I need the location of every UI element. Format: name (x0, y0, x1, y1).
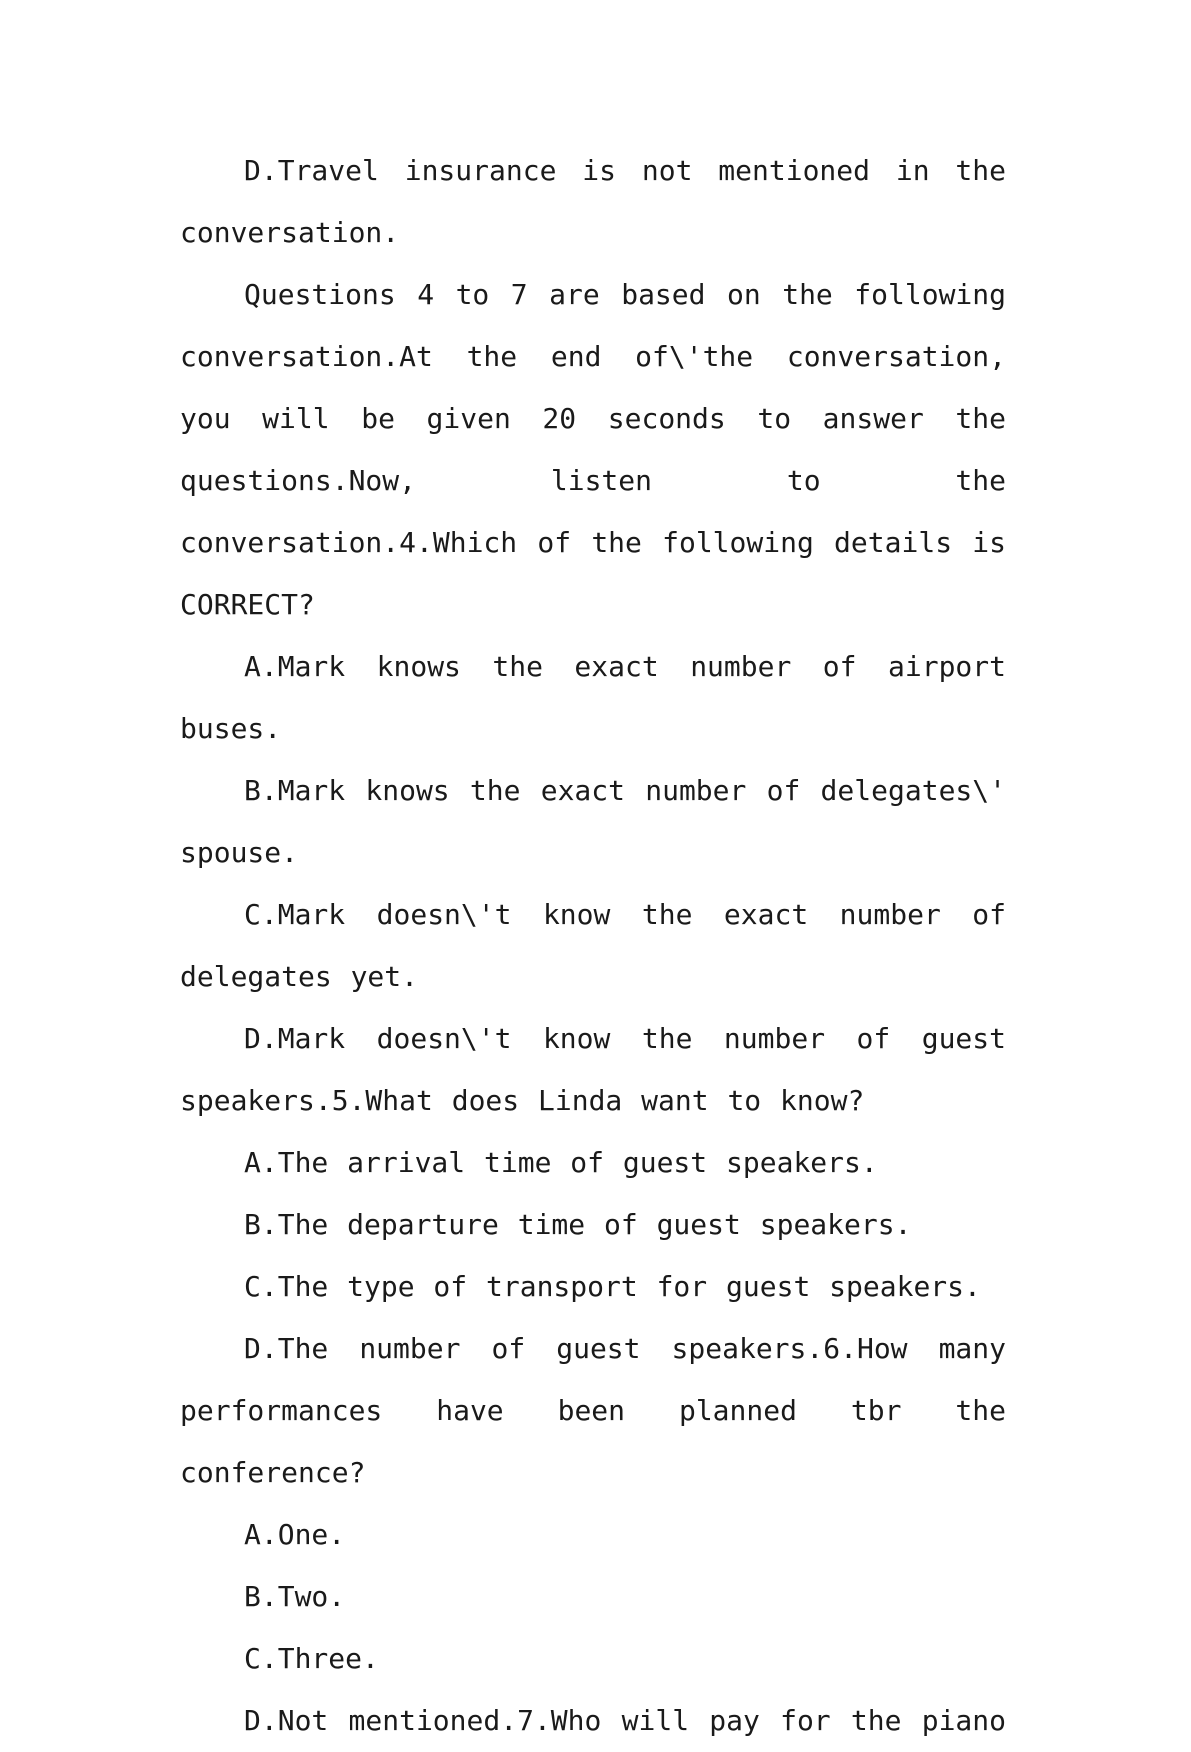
answer-option-5d-question-6: D.The number of guest speakers.6.How many performances have been planned tbr the conference? (180, 1332, 1006, 1489)
answer-option-3d: D.Travel insurance is not mentioned in the conversation. (180, 154, 1006, 249)
answer-option-6a: A.One. (244, 1518, 346, 1551)
answer-option-6b: B.Two. (244, 1580, 346, 1613)
answer-option-4b: B.Mark knows the exact number of delegates\' spouse. (180, 774, 1006, 869)
document-body (180, 140, 1006, 1752)
answer-option-5a: A.The arrival time of guest speakers. (244, 1146, 878, 1179)
answer-option-5c: C.The type of transport for guest speakers. (244, 1270, 981, 1303)
questions-4-7-instructions: Questions 4 to 7 are based on the following conversation.At the end of\'the conversation, you will be given 20 seconds to answer the questions.Now, listen to the conversation.4.Which of the following details is CORRECT? (180, 278, 1006, 621)
answer-option-6d-question-7: D.Not mentioned.7.Who will pay for the piano (244, 1704, 1006, 1737)
answer-option-4d-question-5: D.Mark doesn\'t know the number of guest speakers.5.What does Linda want to know? (180, 1022, 1006, 1117)
answer-option-4c: C.Mark doesn\'t know the exact number of delegates yet. (180, 898, 1006, 993)
answer-option-5b: B.The departure time of guest speakers. (244, 1208, 912, 1241)
answer-option-4a: A.Mark knows the exact number of airport buses. (180, 650, 1006, 745)
answer-option-6c: C.Three. (244, 1642, 379, 1675)
